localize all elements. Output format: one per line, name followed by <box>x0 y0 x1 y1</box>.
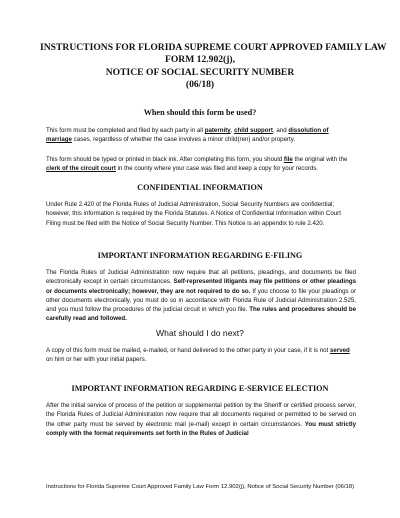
paragraph-e-service: After the initial service of process of the petition or supplemental petition by the Sheriff or certified process server, the Florida Rules of Judicial Administration now require that all documents required or permitted to be served on the other party must be served by electronic mail (e-mail) except in certain circumstances. You must strictly comply with the format requirements set forth in the Rules of Judicial <box>46 402 356 437</box>
link-dissolution-of-marriage: dissolution of marriage <box>46 127 329 144</box>
title-line: (06/18) <box>185 79 215 91</box>
link-served: served <box>329 347 350 354</box>
link-clerk-of-circuit-court: clerk of the circuit court <box>46 165 116 173</box>
heading-what-next: What should I do next? <box>156 328 244 338</box>
heading-e-filing: IMPORTANT INFORMATION REGARDING E-FILING <box>97 251 303 260</box>
paragraph-when-used-2: This form should be typed or printed in black ink. After completing this form, you should file the original with the clerk of the circuit court in the county where your case was filed and keep a copy for your records. <box>46 156 348 173</box>
link-file: file <box>283 156 293 163</box>
document-title <box>40 42 387 92</box>
heading-e-service-election: IMPORTANT INFORMATION REGARDING E-SERVICE ELECTION <box>71 384 329 393</box>
title-line: FORM 12.902(j), <box>164 54 236 66</box>
paragraph-what-next: A copy of this form must be mailed, e-mailed, or hand delivered to the other party in your case, if it is not served on him or her with your initial papers. <box>46 347 350 364</box>
heading-when-used: When should this form be used? <box>143 108 257 117</box>
page-footer: Instructions for Florida Supreme Court Approved Family Law Form 12.902(j), Notice of Social Security Number (06/18) <box>46 484 355 490</box>
link-child-support: child support <box>234 127 273 134</box>
title-line: INSTRUCTIONS FOR FLORIDA SUPREME COURT APPROVED FAMILY LAW <box>40 42 387 53</box>
heading-confidential-information: CONFIDENTIAL INFORMATION <box>137 183 263 192</box>
title-line: NOTICE OF SOCIAL SECURITY NUMBER <box>105 66 295 78</box>
paragraph-confidential: Under Rule 2.420 of the Florida Rules of Judicial Administration, Social Security Numbers are confidential; however, this information is required by the Florida Statutes. A Notice of Confidential Information within Court Filing must be filed with the Notice of Social Security Number. This Notice is an appendix to rule 2.420. <box>46 201 341 227</box>
paragraph-when-used-1: This form must be completed and filed by each party in all paternity, child support, and dissolution of marriage cases, regardless of whether the case involves a minor child(ren) and/or property. <box>46 127 329 144</box>
link-paternity: paternity <box>204 127 231 134</box>
paragraph-e-filing: The Florida Rules of Judicial Administration now require that all petitions, pleadings, and documents be filed electronically except in certain circumstances. Self-represented litigants may file petitions or other pleadings or documents electronically; however, they are not required to do so. If you choose to file your pleadings or other documents electronically, you must do so in accordance with Florida Rule of Judicial Administration 2.525, and you must follow the procedures of the judicial circuit in which you file. The rules and procedures should be carefully read and followed. <box>46 269 357 323</box>
